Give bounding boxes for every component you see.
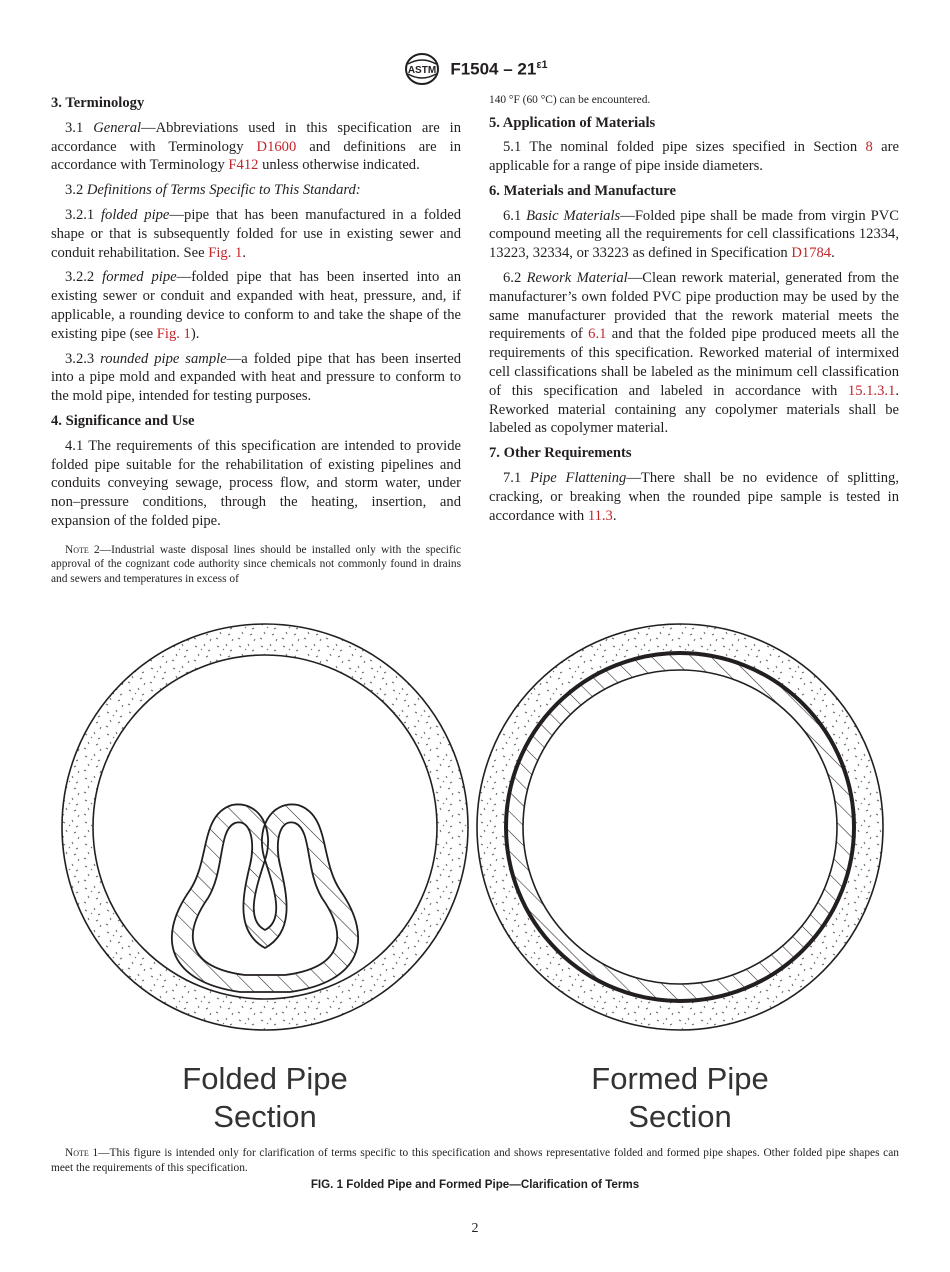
note-2-continued: 140 °F (60 °C) can be encountered. [489,94,651,106]
note-1: Note 1—This figure is intended only for clarification of terms specific to this specification and shows representative folded and formed pipe shapes. Other folded pipe shapes can meet the requirements of this specification. [51,1147,899,1174]
formed-pipe-label-line2: Section [628,1099,732,1134]
para-5-1: 5.1 The nominal folded pipe sizes specified in Section 8 are applicable for a range of pipe inside diameters. [489,139,899,175]
ref-d1784[interactable]: D1784 [791,245,832,262]
para-6-2: 6.2 Rework Material—Clean rework material, generated from the manufacturer’s own folded PVC pipe production may be used by the same manufacturer provided that the rework material meets the requirements of 6.1 and that the folded pipe produced meets all the requirements of this specification. Reworked material of intermixed cell classifications shall be labeled as the minimum cell classification of this specification and labeled in accordance with 15.1.3.1. Reworked material containing any copolymer materials shall be labeled as copolymer material. [489,270,899,437]
ref-fig-1[interactable]: Fig. 1 [208,244,243,261]
section-3-title: 3. Terminology [51,95,145,111]
folded-pipe-label-line2: Section [213,1099,317,1134]
figure-title: FIG. 1 Folded Pipe and Formed Pipe—Clarification of Terms [310,1178,640,1191]
section-5-title: 5. Application of Materials [489,114,656,131]
figure-1 [60,620,890,1134]
figure-1-drawing [60,620,890,1040]
para-6-1: 6.1 Basic Materials—Folded pipe shall be made from virgin PVC compound meeting all the requirements for cell classifications 12334, 13223, 32334, or 33223 as defined in Specification D1784. [489,207,900,262]
ref-15-1-3-1[interactable]: 15.1.3.1 [847,382,896,399]
section-4-title: 4. Significance and Use [51,412,195,429]
formed-pipe-section [477,624,883,1030]
page-number: 2 [471,1221,479,1236]
right-column [489,92,899,531]
para-3-1: 3.1 General—Abbreviations used in this specification are in accordance with Terminology D1600 and definitions are in accordance with Terminology F412 unless otherwise indicated. [51,119,462,174]
ref-11-3[interactable]: 11.3 [587,507,613,524]
ref-6-1[interactable]: 6.1 [588,326,607,343]
formed-pipe-label [530,1060,830,1136]
astm-logo [402,52,442,86]
para-3-2-1: 3.2.1 folded pipe—pipe that has been manufactured in a folded shape or that is subsequently folded for use in existing sewer and conduit rehabilitation. See Fig. 1. [51,206,461,261]
para-3-2: 3.2 Definitions of Terms Specific to This Standard: [65,182,361,199]
note-2: Note 2—Industrial waste disposal lines should be installed only with the specific approval of the cognizant code authority since chemicals not commonly found in drains and sewers and temperatures in excess of [51,543,461,585]
folded-pipe-label [115,1060,415,1136]
folded-pipe-label-line1: Folded Pipe [182,1061,348,1096]
para-3-2-3: 3.2.3 rounded pipe sample—a folded pipe that has been inserted into a pipe mold and expanded with heat and pressure to conform to the mold pipe, intended for testing purposes. [51,350,461,405]
section-6-title: 6. Materials and Manufacture [489,182,676,199]
section-7-title: 7. Other Requirements [489,445,632,462]
ref-fig-1[interactable]: Fig. 1 [156,325,191,342]
para-7-1: 7.1 Pipe Flattening—There shall be no evidence of splitting, cracking, or breaking when the rounded pipe sample is tested in accordance with 11.3. [489,470,899,524]
folded-pipe-section [62,624,468,1030]
logo-lettering: ASTM [408,65,437,76]
ref-section-8[interactable]: 8 [865,139,873,156]
designation [450,59,547,80]
para-3-2-2: 3.2.2 formed pipe—folded pipe that has been inserted into an existing sewer or conduit and expanded with heat, pressure, and, if applicable, a rounding device to conform to and take the shape of the existing pipe (see Fig. 1). [51,269,461,342]
ref-d1600[interactable]: D1600 [256,138,297,155]
designation-text: F1504 – 21 [450,59,537,79]
formed-pipe-label-line1: Formed Pipe [591,1061,769,1096]
designation-epsilon: ε1 [536,58,548,71]
para-4-1: 4.1 The requirements of this specification are intended to provide folded pipe suitable for the rehabilitation of existing pipelines and conduits conveying sewage, process flow, and storm water, under non–pressure conditions, through the heating, insertion, and expansion of the folded pipe. [51,437,461,529]
left-column [51,92,461,586]
page-header [0,52,950,86]
ref-f412[interactable]: F412 [228,157,259,174]
